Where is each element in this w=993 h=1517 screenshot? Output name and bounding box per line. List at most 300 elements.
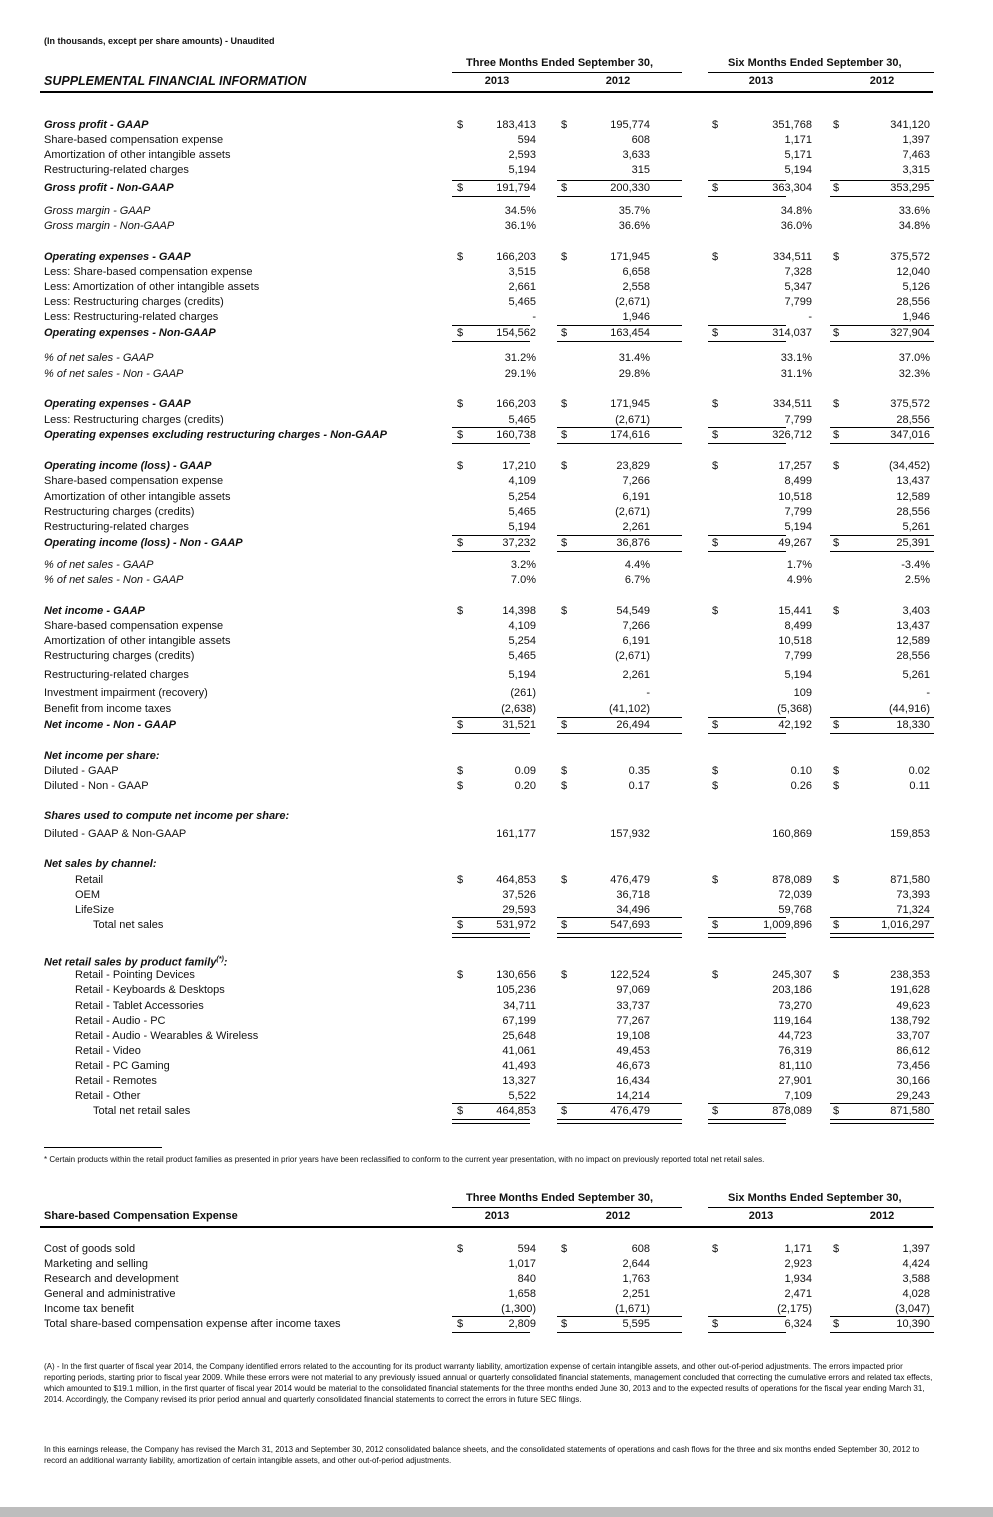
total-rule [557,443,682,444]
row-label: Net retail sales by product family(*): [44,956,228,969]
currency-symbol: $ [712,780,719,792]
subtotal-rule [830,917,934,918]
total-rule [708,341,786,342]
value-cell: 191,794 [496,182,536,194]
value-cell: 36.0% [780,220,812,232]
value-cell: 547,693 [610,919,650,931]
subtotal-rule [557,325,682,326]
reclassification-footnote: * Certain products within the retail product families as presented in prior years have been reclassified to conform to the current year presentation, with no impact on previously reported total net retail sales. [44,1155,765,1164]
value-cell: 5,194 [508,669,536,681]
subtotal-rule [708,717,786,718]
value-cell: 72,039 [778,889,812,901]
row-label: General and administrative [44,1288,176,1300]
value-cell: 157,932 [610,828,650,840]
currency-symbol: $ [561,460,568,472]
table-row [0,918,993,933]
subtotal-rule [708,1316,786,1317]
total-rule [557,1332,682,1333]
currency-symbol: $ [457,969,464,981]
value-cell: 12,589 [896,491,930,503]
value-cell: 7,266 [622,620,650,632]
row-label: Less: Restructuring charges (credits) [44,414,224,426]
row-label: Net income per share: [44,750,160,762]
value-cell: - [532,311,536,323]
year-header-2: 2012 [605,75,631,87]
sbc-year-header-2: 2012 [605,1210,631,1222]
currency-symbol: $ [712,182,719,194]
value-cell: 41,061 [502,1045,536,1057]
table-row [0,118,993,133]
currency-symbol: $ [457,874,464,886]
value-cell: 5,254 [508,491,536,503]
value-cell: 174,616 [610,429,650,441]
value-cell: 3,588 [902,1273,930,1285]
value-cell: 2,923 [784,1258,812,1270]
total-rule [830,551,934,552]
currency-symbol: $ [833,460,840,472]
three-months-header: Three Months Ended September 30, [466,57,654,69]
row-label: Operating expenses - Non-GAAP [44,327,216,339]
value-cell: (2,671) [615,506,650,518]
subtotal-rule [452,325,530,326]
sbc-row [0,1242,993,1257]
value-cell: 476,479 [610,874,650,886]
row-label: Cost of goods sold [44,1243,136,1255]
value-cell: 5,171 [784,149,812,161]
currency-symbol: $ [561,537,568,549]
value-cell: 59,768 [778,904,812,916]
value-cell: 2.5% [904,574,930,586]
value-cell: 1,397 [902,134,930,146]
table-row [0,163,993,178]
value-cell: 2,261 [622,669,650,681]
value-cell: 33,737 [616,1000,650,1012]
value-cell: (3,047) [895,1303,930,1315]
currency-symbol: $ [712,460,719,472]
value-cell: 4,109 [508,620,536,632]
row-label: Operating income (loss) - Non - GAAP [44,537,243,549]
table-row [0,809,993,824]
value-cell: (44,916) [889,703,930,715]
value-cell: 166,203 [496,251,536,263]
table-row [0,367,993,382]
value-cell: 28,556 [896,506,930,518]
row-label: Retail - Pointing Devices [75,969,195,981]
value-cell: 34.8% [780,205,812,217]
subtotal-rule [452,917,530,918]
subtotal-rule [830,535,934,536]
header-rule [40,91,933,93]
subtotal-rule [557,427,682,428]
value-cell: 531,972 [496,919,536,931]
currency-symbol: $ [833,1318,840,1330]
value-cell: 4,424 [902,1258,930,1270]
table-row [0,310,993,325]
subtotal-rule [708,427,786,428]
table-row [0,505,993,520]
value-cell: 2,471 [784,1288,812,1300]
sbc-row [0,1287,993,1302]
value-cell: 37.0% [898,352,930,364]
subtotal-rule [708,917,786,918]
table-row [0,536,993,551]
value-cell: 42,192 [778,719,812,731]
total-rule [452,341,530,342]
row-label: Operating income (loss) - GAAP [44,460,212,472]
footnote-rule [44,1147,162,1148]
value-cell: 166,203 [496,398,536,410]
value-cell: 1,016,297 [881,919,930,931]
total-rule [452,551,530,552]
subtotal-rule [830,325,934,326]
value-cell: (2,671) [615,414,650,426]
six-months-rule [708,72,934,73]
value-cell: 34,711 [503,1000,536,1012]
value-cell: 171,945 [610,251,650,263]
value-cell: 30,166 [896,1075,930,1087]
value-cell: 3.2% [510,559,536,571]
currency-symbol: $ [833,429,840,441]
value-cell: 2,558 [622,281,650,293]
value-cell: 36,876 [616,537,650,549]
table-row [0,280,993,295]
value-cell: 878,089 [772,874,812,886]
currency-symbol: $ [457,251,464,263]
row-label: Retail - Audio - PC [75,1015,166,1027]
value-cell: 840 [517,1273,536,1285]
value-cell: - [926,687,930,699]
value-cell: 1,171 [784,1243,812,1255]
total-rule [708,1332,786,1333]
value-cell: 7,266 [622,475,650,487]
value-cell: 109 [793,687,812,699]
currency-symbol: $ [457,429,464,441]
total-rule [452,933,530,938]
sbc-header-rule [40,1226,933,1228]
value-cell: 7,463 [902,149,930,161]
currency-symbol: $ [561,780,568,792]
value-cell: 0.10 [790,765,812,777]
value-cell: 33.1% [780,352,812,364]
footnote-marker: (*) [216,956,224,963]
value-cell: 29,243 [896,1090,930,1102]
table-row [0,474,993,489]
value-cell: 2,251 [622,1288,650,1300]
subtotal-rule [452,180,530,181]
currency-symbol: $ [712,874,719,886]
row-label: Retail - Tablet Accessories [75,1000,204,1012]
value-cell: 76,319 [778,1045,812,1057]
total-rule [830,733,934,734]
value-cell: 31.2% [504,352,536,364]
row-label: LifeSize [75,904,115,916]
row-label: Amortization of other intangible assets [44,491,231,503]
value-cell: 2,261 [622,521,650,533]
table-row [0,983,993,998]
value-cell: 34,496 [616,904,650,916]
value-cell: 5,194 [784,669,812,681]
table-row [0,873,993,888]
value-cell: 0.02 [908,765,930,777]
value-cell: 5,194 [508,164,536,176]
currency-symbol: $ [561,919,568,931]
row-label: Shares used to compute net income per share: [44,810,290,822]
sbc-six-months-rule [708,1207,934,1208]
currency-symbol: $ [712,327,719,339]
value-cell: 0.17 [628,780,650,792]
value-cell: 28,556 [896,296,930,308]
currency-symbol: $ [833,605,840,617]
value-cell: 1,009,896 [763,919,812,931]
row-label: Investment impairment (recovery) [44,687,208,699]
value-cell: 29,593 [502,904,536,916]
subtotal-rule [557,917,682,918]
value-cell: (41,102) [609,703,650,715]
currency-symbol: $ [833,398,840,410]
table-row [0,827,993,842]
value-cell: 4,109 [508,475,536,487]
value-cell: 334,511 [773,398,812,410]
total-rule [830,341,934,342]
currency-symbol: $ [712,119,719,131]
total-rule [452,443,530,444]
table-row [0,1104,993,1119]
currency-symbol: $ [833,719,840,731]
currency-symbol: $ [561,969,568,981]
value-cell: 160,869 [772,828,812,840]
currency-symbol: $ [712,429,719,441]
row-label: % of net sales - Non - GAAP [44,368,184,380]
currency-symbol: $ [833,537,840,549]
sbc-year-header-4: 2012 [869,1210,895,1222]
value-cell: 353,295 [890,182,930,194]
value-cell: 7,799 [784,506,812,518]
row-label: Income tax benefit [44,1303,134,1315]
currency-symbol: $ [833,780,840,792]
table-row [0,619,993,634]
value-cell: 10,518 [778,491,812,503]
subtotal-rule [830,180,934,181]
table-row [0,490,993,505]
currency-symbol: $ [561,119,568,131]
row-label: Retail - Keyboards & Desktops [75,984,225,996]
row-label: Operating expenses - GAAP [44,398,191,410]
value-cell: 594 [517,134,536,146]
currency-symbol: $ [457,780,464,792]
value-cell: 5,465 [508,296,536,308]
value-cell: 6.7% [624,574,650,586]
value-cell: - [808,311,812,323]
value-cell: 4.4% [624,559,650,571]
currency-symbol: $ [457,1105,464,1117]
value-cell: 5,194 [508,521,536,533]
row-label: Research and development [44,1273,179,1285]
value-cell: 13,437 [896,620,930,632]
value-cell: (1,300) [501,1303,536,1315]
note-b: In this earnings release, the Company has revised the March 31, 2013 and September 30, 2012 consolidated balance sheets, and the consolidated statements of operations and cash flows for the three and six months ended September 30, 2012 to record an additional warranty liability, amortization of certain intangible assets, and other out-of-period adjustments. [44,1445,920,1465]
currency-symbol: $ [833,969,840,981]
row-label: Amortization of other intangible assets [44,635,231,647]
value-cell: 41,493 [502,1060,536,1072]
value-cell: 8,499 [784,475,812,487]
total-rule [830,933,934,938]
value-cell: 608 [631,1243,650,1255]
value-cell: 36,718 [616,889,650,901]
value-cell: 3,633 [622,149,650,161]
year-header-1: 2013 [484,75,510,87]
row-label: OEM [75,889,101,901]
row-label: Gross profit - Non-GAAP [44,182,174,194]
table-row [0,1014,993,1029]
value-cell: 31.4% [618,352,650,364]
row-label: Share-based compensation expense [44,620,224,632]
table-row [0,428,993,443]
sbc-row [0,1317,993,1332]
row-label: Less: Restructuring-related charges [44,311,219,323]
value-cell: 122,524 [610,969,650,981]
row-label: Gross margin - GAAP [44,205,151,217]
value-cell: 28,556 [896,650,930,662]
total-rule [830,196,934,197]
value-cell: 1,946 [622,311,650,323]
currency-symbol: $ [712,1243,719,1255]
value-cell: 1,763 [622,1273,650,1285]
row-label: Gross margin - Non-GAAP [44,220,175,232]
row-label: Marketing and selling [44,1258,148,1270]
value-cell: 17,257 [778,460,812,472]
row-label: Retail [75,874,104,886]
value-cell: 5,465 [508,414,536,426]
currency-symbol: $ [457,460,464,472]
currency-symbol: $ [561,398,568,410]
table-row [0,181,993,196]
value-cell: 871,580 [890,1105,930,1117]
row-label: Total net retail sales [93,1105,191,1117]
year-header-4: 2012 [869,75,895,87]
table-row [0,888,993,903]
value-cell: 2,644 [622,1258,650,1270]
value-cell: 77,267 [616,1015,650,1027]
value-cell: 34.8% [898,220,930,232]
bottom-bar [0,1507,993,1517]
value-cell: 36.1% [504,220,536,232]
value-cell: 37,232 [502,537,536,549]
currency-symbol: $ [712,1105,719,1117]
value-cell: 7,799 [784,650,812,662]
value-cell: 1,017 [508,1258,536,1270]
table-row [0,649,993,664]
total-rule [830,443,934,444]
row-label: Less: Share-based compensation expense [44,266,253,278]
table-row [0,351,993,366]
row-label: Total net sales [93,919,164,931]
value-cell: 35.7% [618,205,650,217]
value-cell: 1,397 [902,1243,930,1255]
row-label: Restructuring charges (credits) [44,506,195,518]
sbc-six-months-header: Six Months Ended September 30, [728,1192,902,1204]
value-cell: 26,494 [616,719,650,731]
value-cell: 314,037 [772,327,812,339]
row-label: Restructuring-related charges [44,164,189,176]
value-cell: 238,353 [890,969,930,981]
value-cell: 5,194 [784,164,812,176]
currency-symbol: $ [712,919,719,931]
value-cell: 871,580 [890,874,930,886]
row-label: Total share-based compensation expense after income taxes [44,1318,341,1330]
value-cell: 0.09 [514,765,536,777]
value-cell: 3,403 [902,605,930,617]
value-cell: 17,210 [502,460,536,472]
value-cell: 1,658 [508,1288,536,1300]
row-label: Restructuring-related charges [44,669,189,681]
value-cell: 29.1% [504,368,536,380]
value-cell: - [646,687,650,699]
row-label: Net sales by channel: [44,858,157,870]
subtotal-rule [830,717,934,718]
value-cell: 6,191 [622,635,650,647]
value-cell: 86,612 [896,1045,930,1057]
value-cell: 160,738 [496,429,536,441]
table-row [0,668,993,683]
row-label: % of net sales - Non - GAAP [44,574,184,586]
table-row [0,459,993,474]
year-header-3: 2013 [748,75,774,87]
value-cell: 14,214 [616,1090,650,1102]
currency-symbol: $ [833,327,840,339]
value-cell: 1,171 [784,134,812,146]
table-row [0,520,993,535]
table-row [0,133,993,148]
value-cell: 18,330 [896,719,930,731]
currency-symbol: $ [561,1105,568,1117]
value-cell: 25,391 [896,537,930,549]
value-cell: 334,511 [773,251,812,263]
currency-symbol: $ [712,1318,719,1330]
currency-symbol: $ [561,182,568,194]
value-cell: 2,593 [508,149,536,161]
value-cell: (1,671) [615,1303,650,1315]
row-label: Restructuring-related charges [44,521,189,533]
value-cell: 8,499 [784,620,812,632]
table-row [0,573,993,588]
currency-symbol: $ [712,251,719,263]
table-row [0,250,993,265]
value-cell: 0.26 [790,780,812,792]
value-cell: 34.5% [504,205,536,217]
table-row [0,1029,993,1044]
value-cell: 7,328 [784,266,812,278]
value-cell: 6,324 [784,1318,812,1330]
value-cell: 4.9% [786,574,812,586]
currency-symbol: $ [561,605,568,617]
row-label: Diluted - GAAP & Non-GAAP [44,828,187,840]
table-row [0,779,993,794]
currency-symbol: $ [457,182,464,194]
sbc-three-months-rule [452,1207,682,1208]
sbc-row [0,1302,993,1317]
row-label: Net income - Non - GAAP [44,719,177,731]
value-cell: 5,261 [902,521,930,533]
table-row [0,702,993,717]
value-cell: 54,549 [616,605,650,617]
table-row [0,219,993,234]
value-cell: 31,521 [502,719,536,731]
row-label: Operating expenses excluding restructuring charges - Non-GAAP [44,429,387,441]
currency-symbol: $ [833,1243,840,1255]
value-cell: 105,236 [496,984,536,996]
currency-symbol: $ [561,1318,568,1330]
row-label: Retail - PC Gaming [75,1060,170,1072]
